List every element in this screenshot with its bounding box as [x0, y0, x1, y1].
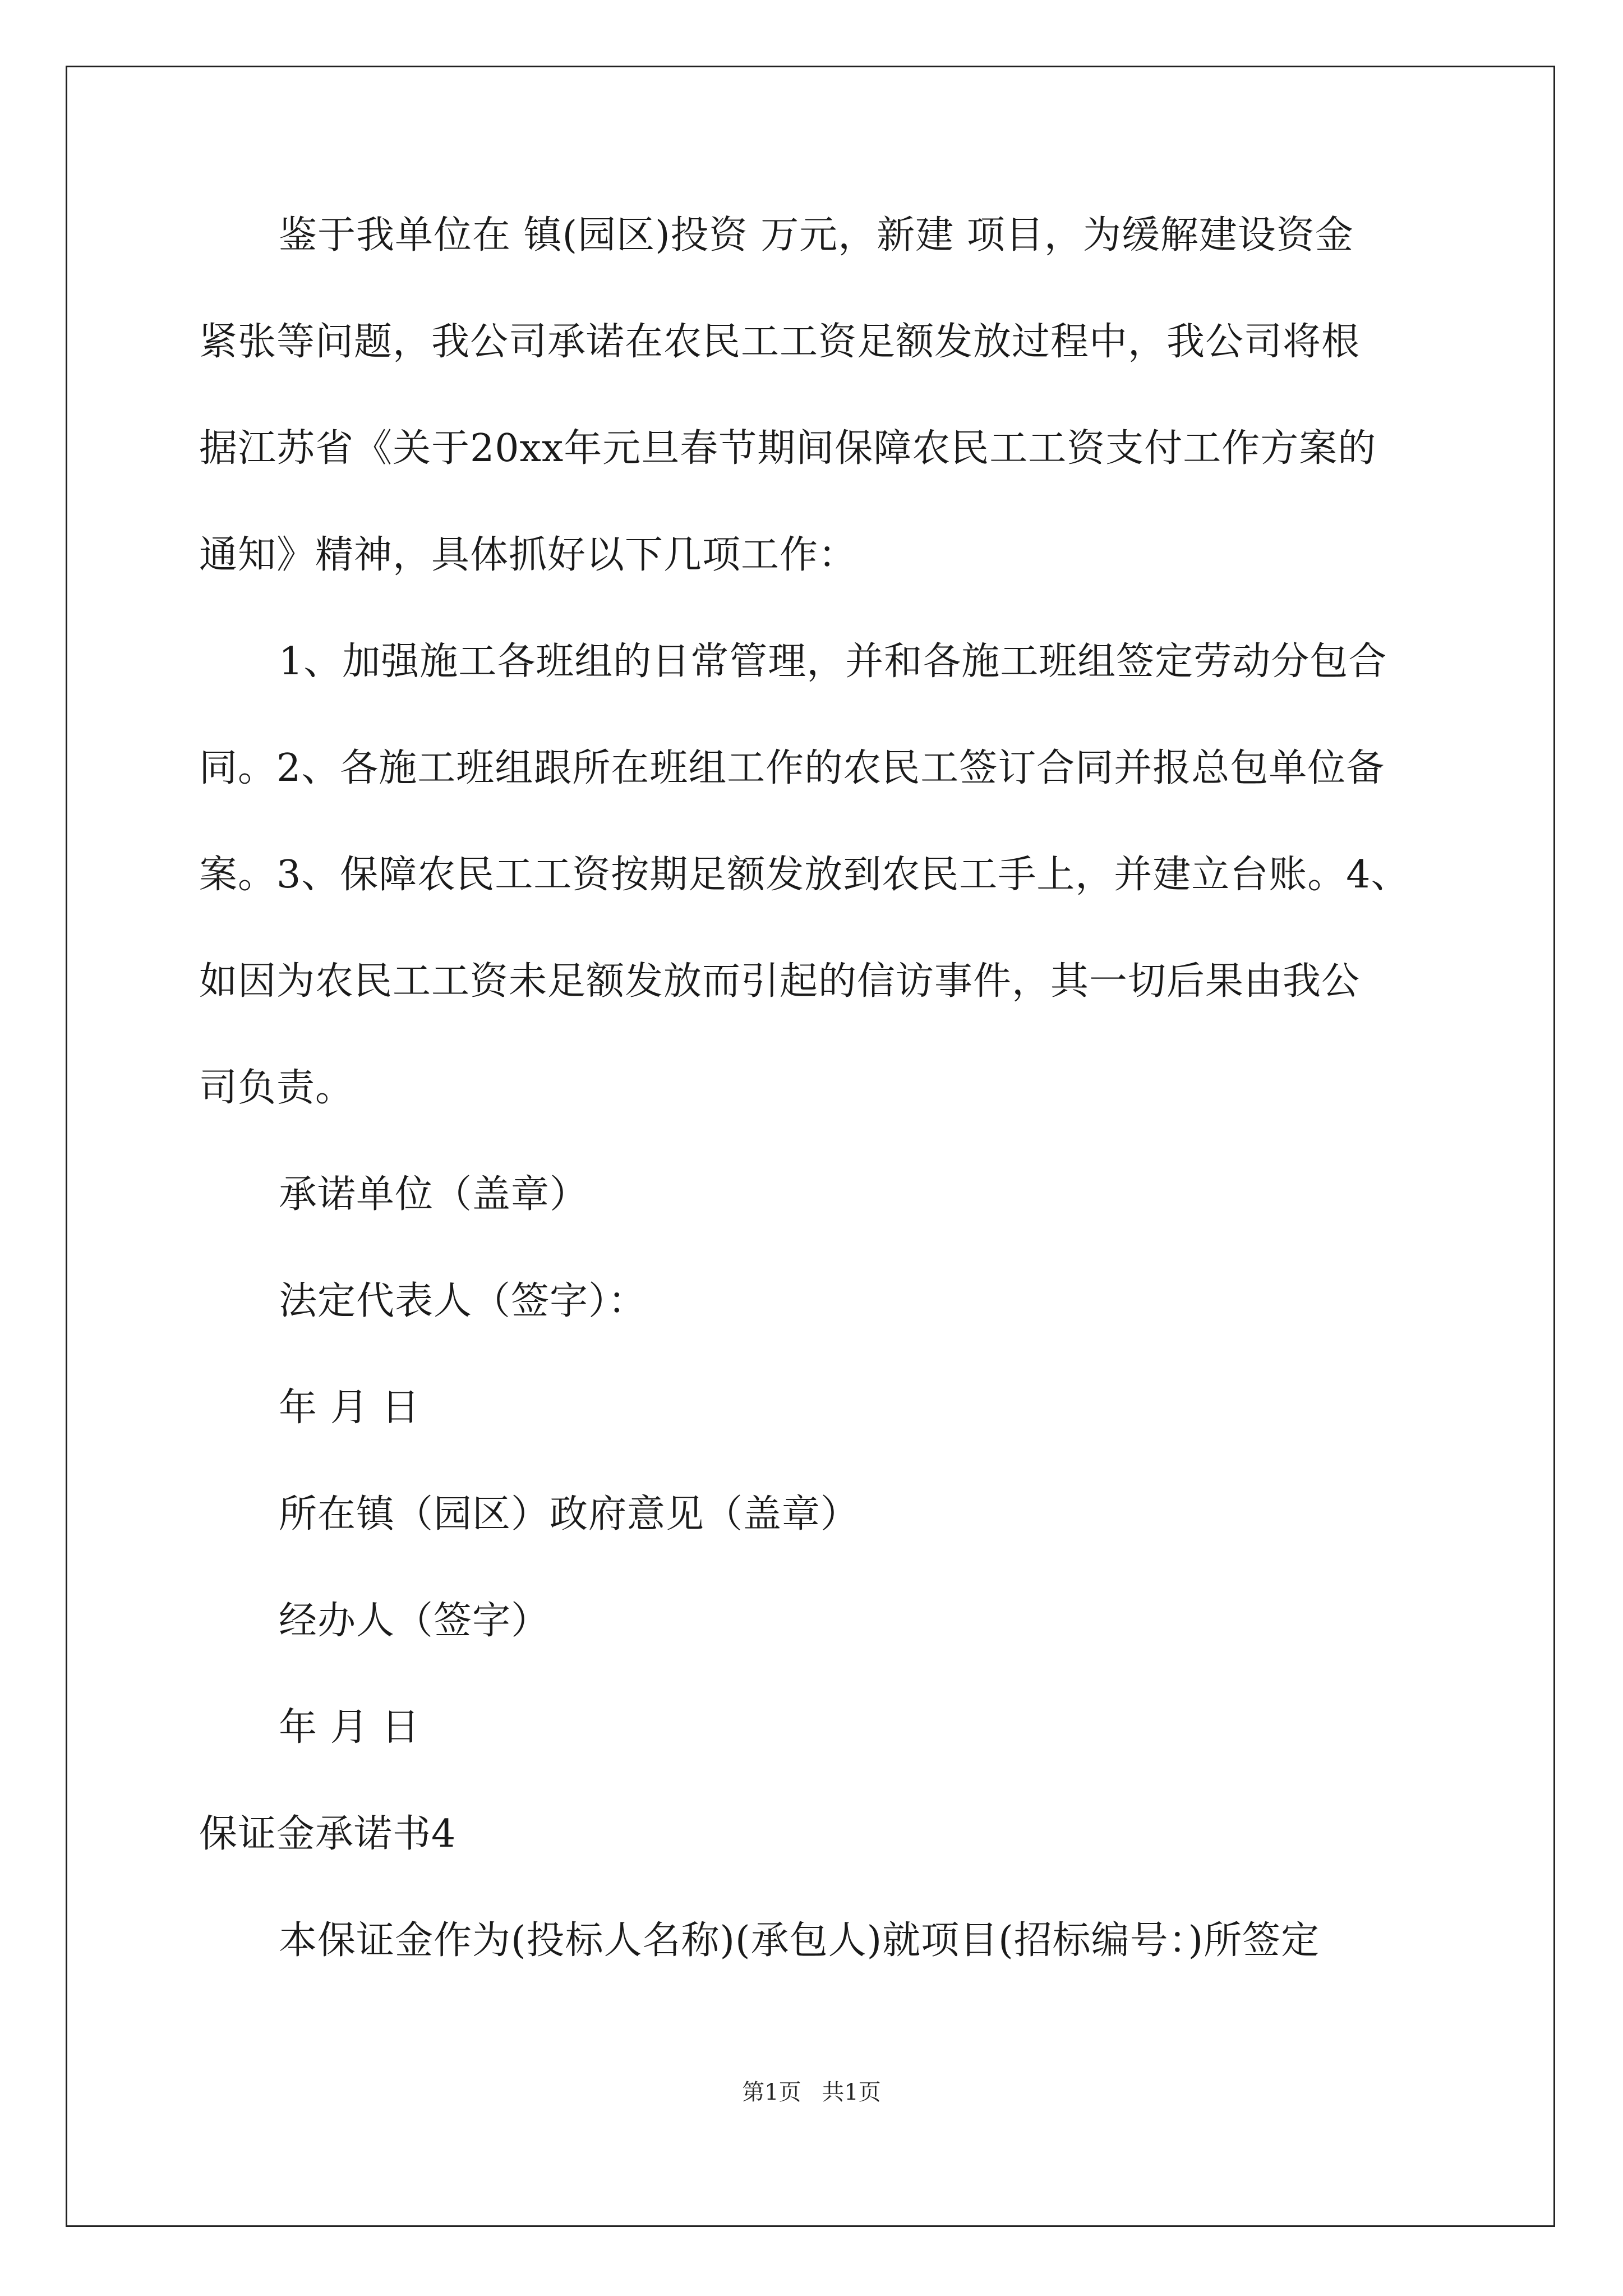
paragraph-2-line-4: 如因为农民工工资未足额发放而引起的信访事件，其一切后果由我公 [199, 959, 1361, 1004]
paragraph-1-line-4: 通知》精神，具体抓好以下几项工作： [199, 533, 857, 577]
page-number-current: 第1页 [742, 2079, 801, 2105]
page-footer [0, 2079, 1623, 2106]
paragraph-2-line-3: 案。3、保障农民工工资按期足额发放到农民工手上，并建立台账。4、 [199, 853, 1410, 897]
signature-legal-rep: 法定代表人（签字）： [279, 1279, 647, 1323]
paragraph-3-line-1: 本保证金作为(投标人名称)(承包人)就项目(招标编号：)所签定 [279, 1918, 1320, 1963]
paragraph-1-line-3: 据江苏省《关于20xx年元旦春节期间保障农民工工资支付工作方案的 [199, 426, 1377, 471]
paragraph-2-line-2: 同。2、各施工班组跟所在班组工作的农民工签订合同并报总包单位备 [199, 746, 1385, 790]
paragraph-1-line-1: 鉴于我单位在 镇(园区)投资 万元，新建 项目，为缓解建设资金 [279, 213, 1354, 257]
signature-date-1: 年 月 日 [279, 1386, 421, 1430]
page-border [66, 66, 1555, 2227]
paragraph-2-line-5: 司负责。 [199, 1066, 354, 1110]
signature-government-opinion: 所在镇（园区）政府意见（盖章） [279, 1492, 860, 1536]
section-heading: 保证金承诺书4 [199, 1812, 457, 1856]
paragraph-1-line-2: 紧张等问题，我公司承诺在农民工工资足额发放过程中，我公司将根 [199, 320, 1361, 364]
signature-handler: 经办人（签字） [279, 1599, 550, 1643]
signature-date-2: 年 月 日 [279, 1705, 421, 1750]
signature-company-seal: 承诺单位（盖章） [279, 1172, 589, 1217]
page-number-total: 共1页 [822, 2079, 881, 2105]
paragraph-2-line-1: 1、加强施工各班组的日常管理，并和各施工班组签定劳动分包合 [279, 639, 1387, 684]
